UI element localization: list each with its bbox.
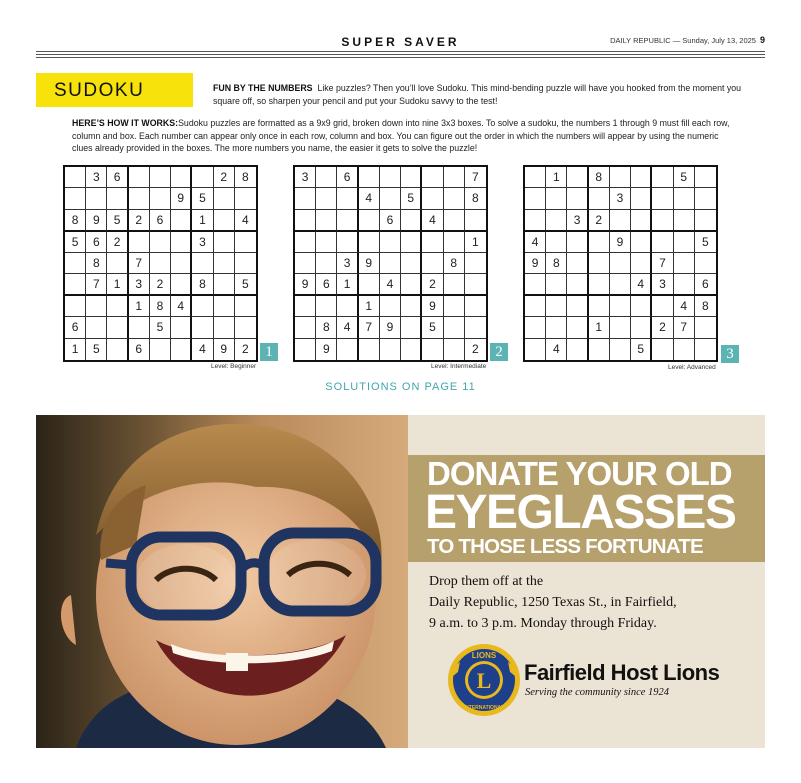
sudoku-cell[interactable] [589,339,610,360]
sudoku-cell[interactable] [192,167,213,188]
puzzle-level-2: Level: Intermediate [431,363,487,370]
sudoku-cell[interactable] [337,232,358,253]
smiling-boy-photo [36,415,408,748]
sudoku-cell[interactable]: 5 [674,167,695,188]
sudoku-cell[interactable]: 2 [129,210,150,232]
sudoku-cell[interactable] [380,232,401,253]
sudoku-cell[interactable] [171,210,192,232]
sudoku-cell[interactable] [316,210,337,232]
sudoku-cell[interactable]: 6 [129,339,150,360]
sudoku-cell[interactable] [567,317,588,338]
sudoku-cell[interactable]: 1 [192,210,213,232]
sudoku-cell[interactable]: 7 [129,253,150,274]
sudoku-cell[interactable] [214,232,235,253]
sudoku-cell[interactable] [525,274,546,296]
sudoku-cell[interactable]: 9 [214,339,235,360]
sudoku-cell[interactable] [422,253,443,274]
sudoku-cell[interactable]: 4 [422,210,443,232]
sudoku-cell[interactable] [65,253,86,274]
sudoku-cell[interactable]: 8 [546,253,567,274]
sudoku-cell[interactable] [674,253,695,274]
sudoku-cell[interactable] [65,167,86,188]
sudoku-cell[interactable]: 2 [150,274,171,296]
header-rule [36,51,765,52]
sudoku-cell[interactable] [589,296,610,317]
sudoku-cell[interactable] [546,274,567,296]
sudoku-cell[interactable]: 4 [525,232,546,253]
sudoku-cell[interactable]: 8 [695,296,716,317]
sudoku-cell[interactable]: 5 [107,210,128,232]
sudoku-cell[interactable] [150,232,171,253]
sudoku-cell[interactable] [695,210,716,232]
sudoku-cell[interactable] [359,232,380,253]
sudoku-cell[interactable] [86,188,107,209]
sudoku-cell[interactable] [631,210,652,232]
puzzle-number-3: 3 [721,345,739,363]
sudoku-cell[interactable]: 5 [192,188,213,209]
ad-body-line-2: Daily Republic, 1250 Texas St., in Fairfield, [429,595,677,610]
sudoku-cell[interactable]: 6 [107,167,128,188]
sudoku-cell[interactable]: 5 [422,317,443,338]
sudoku-cell[interactable] [337,296,358,317]
sudoku-badge [36,73,193,107]
sudoku-cell[interactable]: 1 [589,317,610,338]
sudoku-cell[interactable] [380,296,401,317]
sudoku-cell[interactable] [129,232,150,253]
sudoku-cell[interactable] [380,188,401,209]
sudoku-cell[interactable] [171,274,192,296]
sudoku-cell[interactable] [295,188,316,209]
section-title: SUPER SAVER [341,35,460,49]
ad-headline-1: DONATE YOUR OLD [427,455,732,492]
sudoku-cell[interactable] [214,317,235,338]
sudoku-cell[interactable] [129,167,150,188]
sudoku-cell[interactable] [465,317,486,338]
sudoku-cell[interactable]: 6 [86,232,107,253]
sudoku-cell[interactable] [295,232,316,253]
puzzle-number-2: 2 [490,343,508,361]
logo-top-text: LIONS [471,651,497,660]
sudoku-cell[interactable] [380,253,401,274]
header-rule [36,54,765,55]
header-rule [36,57,765,58]
sudoku-cell[interactable] [652,339,673,360]
sudoku-cell[interactable] [295,253,316,274]
sudoku-cell[interactable] [107,188,128,209]
sudoku-cell[interactable]: 2 [422,274,443,296]
sudoku-cell[interactable] [444,296,465,317]
sudoku-cell[interactable]: 3 [567,210,588,232]
sudoku-cell[interactable] [444,317,465,338]
ad-headline-3: TO THOSE LESS FORTUNATE [427,535,703,558]
sudoku-cell[interactable] [171,317,192,338]
sudoku-cell[interactable] [86,296,107,317]
sudoku-cell[interactable] [235,317,256,338]
sudoku-cell[interactable] [546,296,567,317]
sudoku-cell[interactable] [525,167,546,188]
sudoku-cell[interactable]: 6 [380,210,401,232]
sudoku-cell[interactable]: 3 [295,167,316,188]
sudoku-cell[interactable]: 5 [695,232,716,253]
sudoku-cell[interactable]: 9 [359,253,380,274]
sudoku-cell[interactable] [316,232,337,253]
sudoku-cell[interactable] [631,317,652,338]
sudoku-cell[interactable] [525,339,546,360]
ad-body-line-1: Drop them off at the [429,574,544,589]
sudoku-cell[interactable] [107,296,128,317]
sudoku-cell[interactable] [316,167,337,188]
puzzle-level-3: Level: Advanced [668,364,716,371]
sudoku-cell[interactable] [674,274,695,296]
sudoku-cell[interactable]: 2 [589,210,610,232]
sudoku-cell[interactable]: 5 [86,339,107,360]
sudoku-cell[interactable]: 3 [610,188,631,209]
sudoku-cell[interactable] [214,274,235,296]
sudoku-cell[interactable]: 9 [610,232,631,253]
sudoku-cell[interactable]: 5 [65,232,86,253]
sudoku-cell[interactable] [695,188,716,209]
sudoku-cell[interactable] [214,253,235,274]
sudoku-cell[interactable]: 7 [674,317,695,338]
sudoku-cell[interactable]: 1 [65,339,86,360]
sudoku-grid-1 [63,165,258,362]
sudoku-cell[interactable]: 9 [380,317,401,338]
sudoku-cell[interactable]: 4 [631,274,652,296]
header-meta [610,35,765,45]
intro-text: Like puzzles? Then you’ll love Sudoku. This mind-bending puzzle will have you hooked from the moment you square off, so sharpen your pencil and put your Sudoku savvy to the test! [213,83,742,106]
intro-lead: FUN BY THE NUMBERS [213,83,313,93]
sudoku-cell[interactable]: 3 [337,253,358,274]
sudoku-cell[interactable] [674,339,695,360]
sudoku-cell[interactable] [316,253,337,274]
sudoku-cell[interactable] [192,253,213,274]
sudoku-cell[interactable] [525,296,546,317]
sudoku-cell[interactable]: 4 [192,339,213,360]
sudoku-cell[interactable] [422,232,443,253]
sudoku-cell[interactable]: 3 [129,274,150,296]
sudoku-cell[interactable] [567,296,588,317]
sudoku-cell[interactable] [422,188,443,209]
sudoku-cell[interactable] [444,339,465,360]
sudoku-cell[interactable] [546,317,567,338]
sudoku-cell[interactable]: 6 [316,274,337,296]
sudoku-cell[interactable] [631,296,652,317]
lions-club-tagline: Serving the community since 1924 [525,687,670,698]
sudoku-cell[interactable] [546,232,567,253]
sudoku-cell[interactable]: 4 [337,317,358,338]
sudoku-cell[interactable] [444,188,465,209]
logo-letter: L [476,668,492,693]
sudoku-cell[interactable]: 4 [380,274,401,296]
sudoku-cell[interactable] [107,253,128,274]
sudoku-cell[interactable]: 8 [444,253,465,274]
sudoku-cell[interactable]: 1 [546,167,567,188]
sudoku-cell[interactable] [652,188,673,209]
how-lead: HERE’S HOW IT WORKS: [72,118,179,128]
ad-headline-2: EYEGLASSES [425,486,736,539]
sudoku-grid-3 [523,165,718,362]
sudoku-cell[interactable] [525,188,546,209]
sudoku-cell[interactable] [674,210,695,232]
sudoku-cell[interactable] [674,232,695,253]
sudoku-cell[interactable] [150,167,171,188]
sudoku-cell[interactable]: 2 [472,341,479,356]
sudoku-cell[interactable] [401,167,422,188]
puzzle-level-1: Level: Beginner [211,363,257,370]
sudoku-cell[interactable] [235,296,256,317]
sudoku-cell[interactable]: 4 [546,339,567,360]
sudoku-cell[interactable] [589,188,610,209]
intro-paragraph [213,82,743,108]
sudoku-cell[interactable]: 7 [465,167,486,188]
sudoku-cell[interactable]: 9 [316,339,337,360]
sudoku-cell[interactable] [150,253,171,274]
sudoku-cell[interactable] [444,210,465,232]
sudoku-cell[interactable] [567,253,588,274]
how-it-works-paragraph [72,117,732,155]
sudoku-cell[interactable] [444,167,465,188]
sudoku-cell[interactable] [65,188,86,209]
sudoku-cell[interactable]: 8 [465,188,486,209]
sudoku-cell[interactable] [401,339,422,360]
lions-club-logo [446,642,522,718]
sudoku-cell[interactable] [465,253,486,274]
puzzle-number-1: 1 [260,343,278,361]
sudoku-cell[interactable]: 8 [235,167,256,188]
sudoku-cell[interactable] [337,210,358,232]
sudoku-cell[interactable]: 6 [150,210,171,232]
sudoku-cell[interactable]: 5 [401,188,422,209]
sudoku-grid-2 [293,165,488,362]
issue-date: DAILY REPUBLIC — Sunday, July 13, 2025 [610,36,756,45]
sudoku-cell[interactable] [401,253,422,274]
sudoku-cell[interactable] [695,339,716,360]
sudoku-cell[interactable] [589,232,610,253]
sudoku-cell[interactable] [610,167,631,188]
sudoku-cell[interactable] [192,296,213,317]
sudoku-cell[interactable]: 3 [86,167,107,188]
sudoku-cell[interactable] [295,317,316,338]
sudoku-cell[interactable] [337,339,358,360]
sudoku-cell[interactable]: 6 [695,274,716,296]
sudoku-cell[interactable] [235,253,256,274]
sudoku-cell[interactable] [380,339,401,360]
logo-bottom-text: INTERNATIONAL [463,705,505,711]
sudoku-cell[interactable] [359,274,380,296]
sudoku-cell[interactable] [631,232,652,253]
sudoku-cell[interactable] [631,188,652,209]
sudoku-cell[interactable]: 7 [359,317,380,338]
sudoku-cell[interactable] [107,339,128,360]
ad-body [429,571,749,634]
sudoku-cell[interactable] [546,188,567,209]
sudoku-cell[interactable] [465,274,486,296]
sudoku-cell[interactable] [652,232,673,253]
sudoku-cell[interactable] [86,317,107,338]
sudoku-cell[interactable]: 4 [674,296,695,317]
sudoku-cell[interactable] [401,317,422,338]
sudoku-cell[interactable] [214,296,235,317]
sudoku-cell[interactable] [444,274,465,296]
sudoku-cell[interactable] [401,232,422,253]
solutions-note: SOLUTIONS ON PAGE 11 [325,381,476,393]
sudoku-cell[interactable] [631,167,652,188]
sudoku-cell[interactable] [214,210,235,232]
sudoku-cell[interactable] [422,339,443,360]
sudoku-cell[interactable]: 9 [295,274,316,296]
sudoku-cell[interactable]: 5 [235,274,256,296]
sudoku-cell[interactable] [129,317,150,338]
sudoku-cell[interactable] [610,274,631,296]
sudoku-cell[interactable] [295,339,316,360]
sudoku-cell[interactable] [546,210,567,232]
sudoku-cell[interactable] [171,232,192,253]
sudoku-cell[interactable] [695,317,716,338]
sudoku-cell[interactable]: 2 [214,167,235,188]
sudoku-cell[interactable]: 1 [107,274,128,296]
how-text: Sudoku puzzles are formatted as a 9x9 grid, broken down into nine 3x3 boxes. To solve a sudoku, the numbers 1 through 9 must fill each row, column and box. Each number can appear only once in each row, column and box. You can figure out the order in which the numbers will appear by using the numeric clues already provided in the boxes. The more numbers you name, the easier it gets to solve the puzzle! [72,118,730,153]
eyeglasses-donation-ad [36,415,765,748]
sudoku-cell[interactable] [589,253,610,274]
sudoku-cell[interactable] [525,210,546,232]
sudoku-cell[interactable] [422,167,443,188]
sudoku-cell[interactable]: 3 [652,274,673,296]
sudoku-cell[interactable]: 8 [150,296,171,317]
sudoku-cell[interactable]: 9 [525,253,546,274]
sudoku-cell[interactable]: 3 [192,232,213,253]
sudoku-cell[interactable] [401,296,422,317]
sudoku-cell[interactable] [610,339,631,360]
sudoku-cell[interactable]: 1 [465,232,486,253]
sudoku-cell[interactable]: 1 [359,296,380,317]
sudoku-cell[interactable] [295,210,316,232]
sudoku-cell[interactable] [359,210,380,232]
sudoku-cell[interactable]: 8 [316,317,337,338]
sudoku-cell[interactable] [171,167,192,188]
sudoku-cell[interactable] [235,188,256,209]
sudoku-cell[interactable] [380,167,401,188]
sudoku-cell[interactable]: 6 [65,317,86,338]
ad-body-line-3: 9 a.m. to 3 p.m. Monday through Friday. [429,616,657,631]
sudoku-cell[interactable] [567,188,588,209]
sudoku-cell[interactable] [610,317,631,338]
boy-illustration [36,415,408,748]
sudoku-cell[interactable] [316,188,337,209]
sudoku-cell[interactable]: 8 [589,167,610,188]
sudoku-cell[interactable] [359,339,380,360]
sudoku-cell[interactable] [567,167,588,188]
sudoku-cell[interactable]: 7 [86,274,107,296]
sudoku-cell[interactable]: 6 [337,167,358,188]
sudoku-cell[interactable]: 9 [171,188,192,209]
sudoku-cell[interactable] [235,232,256,253]
sudoku-cell[interactable]: 2 [107,232,128,253]
sudoku-cell[interactable] [652,296,673,317]
sudoku-cell[interactable] [610,296,631,317]
sudoku-cell[interactable]: 2 [652,317,673,338]
sudoku-cell[interactable] [465,296,486,317]
sudoku-cell[interactable] [337,188,358,209]
lions-club-name: Fairfield Host Lions [524,660,720,685]
sudoku-cell[interactable]: 1 [337,274,358,296]
sudoku-cell[interactable] [444,232,465,253]
sudoku-cell[interactable] [695,167,716,188]
sudoku-cell[interactable]: 7 [652,253,673,274]
sudoku-cell[interactable] [465,210,486,232]
sudoku-cell[interactable] [652,167,673,188]
sudoku-cell[interactable] [65,274,86,296]
sudoku-cell[interactable] [525,317,546,338]
sudoku-cell[interactable] [150,188,171,209]
sudoku-cell[interactable] [65,296,86,317]
sudoku-cell[interactable]: 9 [422,296,443,317]
sudoku-cell[interactable] [401,274,422,296]
sudoku-cell[interactable] [567,274,588,296]
sudoku-cell[interactable] [192,317,213,338]
sudoku-cell[interactable] [316,296,337,317]
sudoku-cell[interactable]: 4 [171,296,192,317]
page-number: 9 [759,35,765,45]
sudoku-cell[interactable]: 1 [129,296,150,317]
sudoku-cell[interactable] [567,339,588,360]
sudoku-cell[interactable]: 9 [86,210,107,232]
sudoku-cell[interactable]: 5 [631,339,652,360]
sudoku-title: SUDOKU [54,80,145,101]
sudoku-cell[interactable] [214,188,235,209]
sudoku-cell[interactable]: 4 [235,210,256,232]
sudoku-cell[interactable] [589,274,610,296]
sudoku-cell[interactable]: 4 [359,188,380,209]
sudoku-cell[interactable] [567,232,588,253]
sudoku-cell[interactable] [674,188,695,209]
sudoku-cell[interactable]: 8 [192,274,213,296]
sudoku-cell[interactable] [150,339,171,360]
sudoku-cell[interactable]: 8 [65,210,86,232]
sudoku-cell[interactable] [695,253,716,274]
sudoku-cell[interactable] [107,317,128,338]
sudoku-cell[interactable] [129,188,150,209]
sudoku-cell[interactable] [295,296,316,317]
sudoku-cell[interactable] [171,339,192,360]
sudoku-cell[interactable] [359,167,380,188]
sudoku-cell[interactable] [631,253,652,274]
sudoku-cell[interactable]: 2 [242,341,249,356]
sudoku-cell[interactable] [610,210,631,232]
sudoku-cell[interactable] [171,253,192,274]
sudoku-cell[interactable]: 5 [150,317,171,338]
sudoku-cell[interactable] [652,210,673,232]
sudoku-cell[interactable]: 8 [86,253,107,274]
sudoku-cell[interactable] [401,210,422,232]
sudoku-cell[interactable] [610,253,631,274]
